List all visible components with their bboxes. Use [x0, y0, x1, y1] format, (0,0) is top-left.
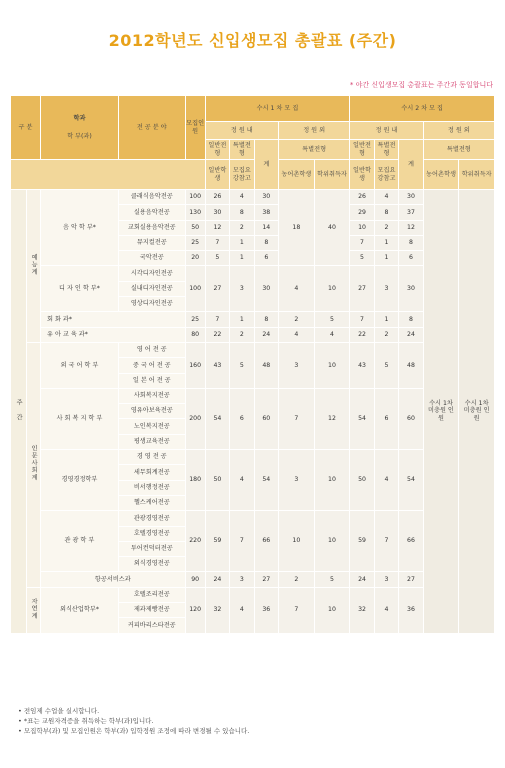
- major-cell: 관광경영전공: [118, 511, 185, 526]
- major-cell: 투어컨덕터전공: [118, 541, 185, 556]
- s1-special-cell: 4: [230, 190, 254, 205]
- s2-rural-cell: 수시 1차 미충원 인원: [423, 190, 459, 634]
- s1-total-cell: 36: [254, 587, 278, 633]
- s1-special-cell: 2: [230, 327, 254, 342]
- major-cell: 평생교육전공: [118, 434, 185, 449]
- night-note: * 야간 신입생모집 총괄표는 주간과 동일합니다: [349, 81, 493, 89]
- s1-degree-cell: 10: [314, 266, 350, 312]
- major-cell: 국악전공: [118, 251, 185, 266]
- capacity-cell: 220: [185, 511, 205, 572]
- s1-total-cell: 30: [254, 190, 278, 205]
- s2-general-cell: 32: [350, 587, 374, 633]
- s2-special-cell: 4: [374, 450, 398, 511]
- s2-special-cell: 3: [374, 572, 398, 587]
- major-cell: 노인복지전공: [118, 419, 185, 434]
- s2-special-cell: 2: [374, 327, 398, 342]
- s1-rural-cell: 10: [279, 511, 315, 572]
- header-gubun: 구 분: [11, 96, 41, 160]
- s1-degree-cell: 5: [314, 572, 350, 587]
- header-susi2-inner: 정 원 내: [350, 122, 423, 140]
- s2-total-cell: 36: [399, 587, 423, 633]
- s2-total-cell: 37: [399, 205, 423, 220]
- header-spacer: [11, 160, 206, 190]
- dept-design: 디 자 인 학 부*: [41, 266, 119, 312]
- group-humanities: 인문사회계: [26, 342, 40, 587]
- s1-general-cell: 54: [205, 388, 229, 449]
- s2-general-cell: 50: [350, 450, 374, 511]
- s1-rural-cell: 4: [279, 327, 315, 342]
- s1-degree-cell: 10: [314, 342, 350, 388]
- s1-special-cell: 2: [230, 220, 254, 235]
- s2-total-cell: 48: [399, 342, 423, 388]
- s2-general-cell: 7: [350, 312, 374, 327]
- s1-rural-cell: 3: [279, 450, 315, 511]
- s1-general-cell: 32: [205, 587, 229, 633]
- s2-special-cell: 4: [374, 190, 398, 205]
- s1-total-cell: 66: [254, 511, 278, 572]
- header-rural2: 농어촌학생: [423, 160, 459, 190]
- group-science: 자연계: [26, 587, 40, 633]
- major-cell: 헬스케어전공: [118, 495, 185, 510]
- s2-general-cell: 5: [350, 251, 374, 266]
- s1-general-cell: 22: [205, 327, 229, 342]
- s1-rural-cell: 3: [279, 342, 315, 388]
- s1-degree-cell: 5: [314, 312, 350, 327]
- major-cell: 세무회계전공: [118, 465, 185, 480]
- s2-total-cell: 54: [399, 450, 423, 511]
- s2-total-cell: 6: [399, 251, 423, 266]
- s1-degree-cell: 10: [314, 450, 350, 511]
- header-special1: 특별전형: [230, 140, 254, 160]
- s1-special-cell: 1: [230, 312, 254, 327]
- s2-general-cell: 24: [350, 572, 374, 587]
- s1-degree-cell: 12: [314, 388, 350, 449]
- s1-total-cell: 14: [254, 220, 278, 235]
- header-special-out2: 특별전형: [423, 140, 494, 160]
- group-day: 주 간: [11, 190, 27, 634]
- dept-foreign-lang: 외 국 어 학 부: [41, 342, 119, 388]
- header-rural1: 농어촌학생: [279, 160, 315, 190]
- header-guide1: 모집요강참고: [230, 160, 254, 190]
- s1-special-cell: 1: [230, 251, 254, 266]
- header-student2: 일반학생: [350, 160, 374, 190]
- major-cell: 호텔경영전공: [118, 526, 185, 541]
- s1-general-cell: 5: [205, 251, 229, 266]
- header-susi1-outer: 정 원 외: [279, 122, 350, 140]
- header-degree2: 학위취득자: [459, 160, 495, 190]
- s2-special-cell: 1: [374, 251, 398, 266]
- s1-total-cell: 60: [254, 388, 278, 449]
- header-susi1-inner: 정 원 내: [205, 122, 278, 140]
- s2-total-cell: 8: [399, 312, 423, 327]
- admission-table: [10, 95, 495, 634]
- major-cell: 일 본 어 전 공: [118, 373, 185, 388]
- header-susi2: 수시 2 차 모 집: [350, 96, 495, 122]
- s2-total-cell: 12: [399, 220, 423, 235]
- s1-total-cell: 8: [254, 312, 278, 327]
- major-cell: 사회복지전공: [118, 388, 185, 403]
- s2-special-cell: 1: [374, 312, 398, 327]
- dept-social-welfare: 사 회 복 지 학 부: [41, 388, 119, 449]
- header-general1: 일반전형: [205, 140, 229, 160]
- s1-total-cell: 6: [254, 251, 278, 266]
- major-cell: 영유아보육전공: [118, 404, 185, 419]
- s1-general-cell: 7: [205, 235, 229, 250]
- s2-general-cell: 10: [350, 220, 374, 235]
- s1-special-cell: 4: [230, 450, 254, 511]
- major-cell: 영상디자인전공: [118, 297, 185, 312]
- capacity-cell: 100: [185, 266, 205, 312]
- major-cell: 실내디자인전공: [118, 281, 185, 296]
- major-cell: 교회실용음악전공: [118, 220, 185, 235]
- dept-early-childhood: 유 아 교 육 과*: [41, 327, 186, 342]
- header-major: 전 공 분 야: [118, 96, 185, 160]
- s2-special-cell: 5: [374, 342, 398, 388]
- s2-total-cell: 30: [399, 190, 423, 205]
- capacity-cell: 130: [185, 205, 205, 220]
- capacity-cell: 25: [185, 312, 205, 327]
- dept-food-service: 외식산업학부*: [41, 587, 119, 633]
- s2-total-cell: 24: [399, 327, 423, 342]
- s2-special-cell: 4: [374, 587, 398, 633]
- s1-special-cell: 4: [230, 587, 254, 633]
- s2-total-cell: 30: [399, 266, 423, 312]
- s1-general-cell: 43: [205, 342, 229, 388]
- major-cell: 제과제빵전공: [118, 603, 185, 618]
- capacity-cell: 20: [185, 251, 205, 266]
- s1-special-cell: 3: [230, 266, 254, 312]
- major-cell: 비서행정전공: [118, 480, 185, 495]
- major-cell: 영 어 전 공: [118, 342, 185, 357]
- s2-total-cell: 27: [399, 572, 423, 587]
- header-general2: 일반전형: [350, 140, 374, 160]
- s1-total-cell: 48: [254, 342, 278, 388]
- s1-total-cell: 8: [254, 235, 278, 250]
- footer-note: • *표는 교원자격증을 취득하는 학부(과)입니다.: [18, 717, 154, 726]
- s1-general-cell: 24: [205, 572, 229, 587]
- s2-general-cell: 26: [350, 190, 374, 205]
- s1-special-cell: 8: [230, 205, 254, 220]
- s2-special-cell: 2: [374, 220, 398, 235]
- capacity-cell: 25: [185, 235, 205, 250]
- s1-degree-cell: 4: [314, 327, 350, 342]
- s1-general-cell: 12: [205, 220, 229, 235]
- header-special2: 특별전형: [374, 140, 398, 160]
- s1-total-cell: 30: [254, 266, 278, 312]
- s2-total-cell: 66: [399, 511, 423, 572]
- s2-general-cell: 59: [350, 511, 374, 572]
- s2-general-cell: 7: [350, 235, 374, 250]
- header-guide2: 모집요강참고: [374, 160, 398, 190]
- s1-special-cell: 6: [230, 388, 254, 449]
- s2-general-cell: 54: [350, 388, 374, 449]
- capacity-cell: 90: [185, 572, 205, 587]
- header-susi1: 수시 1 차 모 집: [205, 96, 350, 122]
- s1-rural-cell: 2: [279, 312, 315, 327]
- header-total1: 계: [254, 140, 278, 190]
- s1-total-cell: 24: [254, 327, 278, 342]
- major-cell: 실용음악전공: [118, 205, 185, 220]
- major-cell: 클래식음악전공: [118, 190, 185, 205]
- s1-general-cell: 50: [205, 450, 229, 511]
- s1-rural-cell: 7: [279, 587, 315, 633]
- header-hakbu: 학과 학 부(과): [41, 96, 119, 160]
- header-capacity: 모집인원: [185, 96, 205, 160]
- dept-music: 음 악 학 부*: [41, 190, 119, 266]
- group-arts: 예능계: [26, 190, 40, 343]
- capacity-cell: 120: [185, 587, 205, 633]
- s1-general-cell: 7: [205, 312, 229, 327]
- s2-general-cell: 29: [350, 205, 374, 220]
- s1-total-cell: 54: [254, 450, 278, 511]
- s2-degree-cell: 수시 1차 미충원 인원: [459, 190, 495, 634]
- s1-special-cell: 7: [230, 511, 254, 572]
- s2-special-cell: 1: [374, 235, 398, 250]
- header-special-out1: 특별전형: [279, 140, 350, 160]
- major-cell: 호텔조리전공: [118, 587, 185, 602]
- capacity-cell: 160: [185, 342, 205, 388]
- major-cell: 외식경영전공: [118, 557, 185, 572]
- s1-degree-cell: 10: [314, 587, 350, 633]
- page-title: 2012학년도 신입생모집 총괄표 (주간): [108, 31, 397, 50]
- s2-special-cell: 8: [374, 205, 398, 220]
- s1-rural-cell: 18: [279, 190, 315, 266]
- s1-total-cell: 27: [254, 572, 278, 587]
- s1-general-cell: 26: [205, 190, 229, 205]
- footer-note: • 모집학부(과) 및 모집인원은 학부(과) 입학정원 조정에 따라 변경될 수 있습니다.: [18, 727, 250, 736]
- major-cell: 커피바리스타전공: [118, 618, 185, 633]
- s2-special-cell: 3: [374, 266, 398, 312]
- header-total2: 계: [399, 140, 423, 190]
- s1-degree-cell: 40: [314, 190, 350, 266]
- dept-painting: 회 화 과*: [41, 312, 186, 327]
- dept-airline: 항공서비스과: [41, 572, 186, 587]
- s2-total-cell: 60: [399, 388, 423, 449]
- s1-general-cell: 59: [205, 511, 229, 572]
- capacity-cell: 80: [185, 327, 205, 342]
- s1-rural-cell: 7: [279, 388, 315, 449]
- s2-special-cell: 6: [374, 388, 398, 449]
- capacity-cell: 200: [185, 388, 205, 449]
- major-cell: 중 국 어 전 공: [118, 358, 185, 373]
- header-susi2-outer: 정 원 외: [423, 122, 494, 140]
- s1-general-cell: 30: [205, 205, 229, 220]
- major-cell: 시각디자인전공: [118, 266, 185, 281]
- footer-notes: [18, 706, 249, 736]
- s1-total-cell: 38: [254, 205, 278, 220]
- s2-special-cell: 7: [374, 511, 398, 572]
- s1-rural-cell: 2: [279, 572, 315, 587]
- s1-general-cell: 27: [205, 266, 229, 312]
- header-student1: 일반학생: [205, 160, 229, 190]
- s1-special-cell: 3: [230, 572, 254, 587]
- footer-note: • 전임제 수업을 실시합니다.: [18, 707, 100, 715]
- s2-general-cell: 22: [350, 327, 374, 342]
- capacity-cell: 50: [185, 220, 205, 235]
- s1-rural-cell: 4: [279, 266, 315, 312]
- major-cell: 경 영 전 공: [118, 450, 185, 465]
- major-cell: 뮤지컬전공: [118, 235, 185, 250]
- s2-general-cell: 43: [350, 342, 374, 388]
- header-degree1: 학위취득자: [314, 160, 350, 190]
- s1-degree-cell: 10: [314, 511, 350, 572]
- capacity-cell: 180: [185, 450, 205, 511]
- s1-special-cell: 5: [230, 342, 254, 388]
- dept-business: 경영경정학부: [41, 450, 119, 511]
- dept-tourism: 관 광 학 부: [41, 511, 119, 572]
- s2-general-cell: 27: [350, 266, 374, 312]
- capacity-cell: 100: [185, 190, 205, 205]
- s2-total-cell: 8: [399, 235, 423, 250]
- s1-special-cell: 1: [230, 235, 254, 250]
